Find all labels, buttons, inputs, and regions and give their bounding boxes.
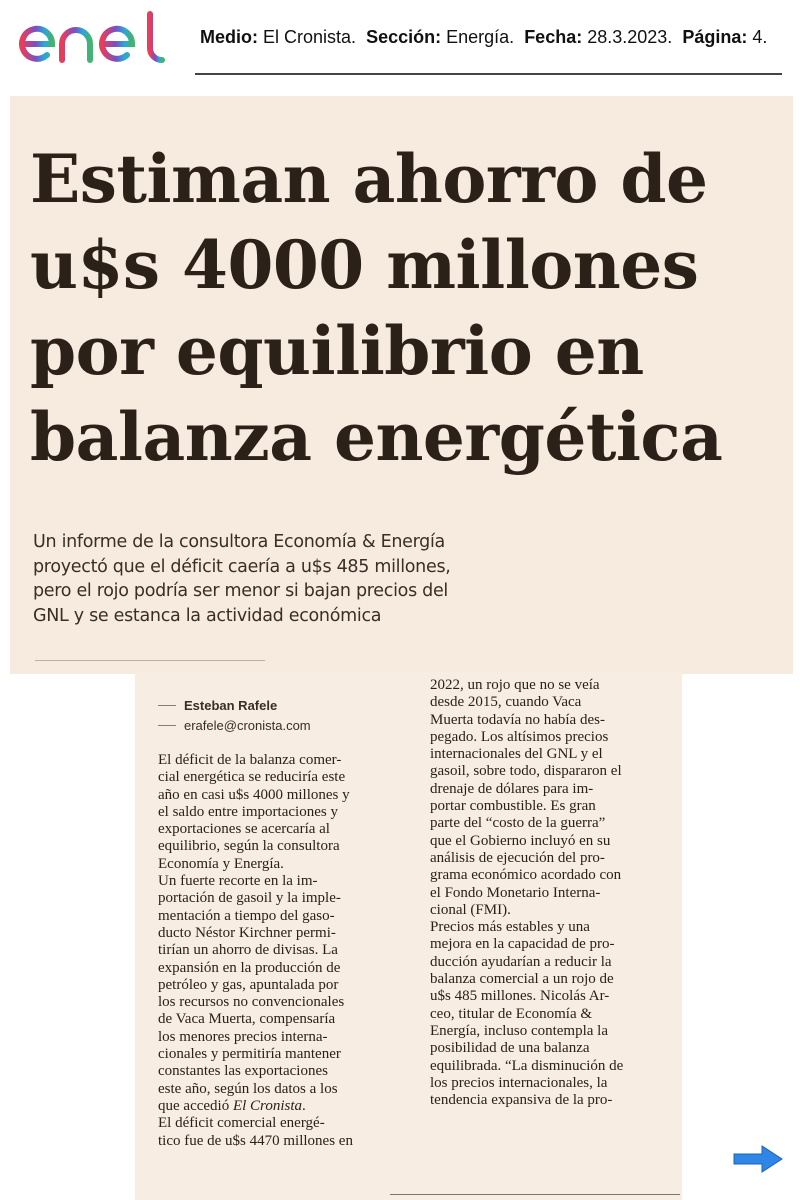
column-line: año en casi u$s 4000 millones y	[158, 786, 350, 803]
column-line: Economía y Energía.	[158, 855, 284, 872]
column-line: de Vaca Muerta, compensaría	[158, 1011, 336, 1028]
column-line: posibilidad de una balanza	[430, 1040, 590, 1057]
deck-line: Un informe de la consultora Economía & Energía	[33, 532, 445, 552]
author-name: Esteban Rafele	[184, 698, 278, 713]
byline-dash	[158, 725, 176, 726]
column-line: que el Gobierno incluyó en su	[430, 832, 611, 849]
column-line: petróleo y gas, apuntalada por	[158, 976, 339, 993]
column-line: drenaje de dólares para im-	[430, 780, 594, 797]
column-line: desde 2015, cuando Vaca	[430, 694, 582, 711]
header-divider	[195, 73, 782, 75]
column-line: ceo, titular de Economía &	[430, 1005, 593, 1022]
publication-name: El Cronista	[232, 1097, 303, 1114]
byline-dash	[158, 705, 176, 706]
column-line: los precios internacionales, la	[430, 1074, 608, 1091]
column-line: el Fondo Monetario Interna-	[430, 884, 601, 901]
author-email: erafele@cronista.com	[184, 718, 311, 733]
column-line: este año, según los datos a los	[158, 1080, 338, 1097]
column-line: grama económico acordado con	[430, 867, 622, 884]
column-line: los menores precios interna-	[158, 1028, 328, 1045]
medio-label: Medio:	[200, 27, 258, 47]
headline-line: balanza energética	[30, 398, 723, 476]
fecha-label: Fecha:	[524, 27, 583, 47]
article-deck	[33, 530, 473, 628]
headline-line: u$s 4000 millones	[30, 226, 699, 304]
column-line: u$s 485 millones. Nicolás Ar-	[430, 988, 610, 1005]
column-line: El déficit de la balanza comer-	[158, 752, 342, 768]
column-line: cional (FMI).	[430, 901, 511, 918]
enel-logo	[16, 8, 181, 68]
article-column-1	[158, 752, 390, 1150]
column-line: tirían un ahorro de divisas. La	[158, 942, 338, 959]
headline-line: Estiman ahorro de	[30, 140, 708, 218]
seccion-value: Energía.	[446, 27, 515, 47]
column-line: internacionales del GNL y el	[430, 746, 603, 763]
column-line: tico fue de u$s 4470 millones en	[158, 1132, 353, 1149]
arrow-right-icon[interactable]	[732, 1143, 784, 1175]
column-line: análisis de ejecución del pro-	[430, 849, 605, 866]
headline-line: por equilibrio en	[30, 312, 644, 390]
column-line: portación de gasoil y la imple-	[158, 890, 341, 907]
column-line: balanza comercial a un rojo de	[430, 971, 614, 988]
column-line: equilibrada. “La disminución de	[430, 1057, 624, 1074]
column-line: Muerta todavía no había des-	[430, 711, 605, 728]
column-line: mentación a tiempo del gaso-	[158, 907, 335, 924]
column-line: portar combustible. Es gran	[430, 798, 596, 815]
column-line: expansión en la producción de	[158, 959, 341, 976]
pagina-value: 4.	[752, 27, 768, 47]
article-headline	[30, 136, 730, 480]
column-line: El déficit comercial energé-	[158, 1115, 325, 1132]
fecha-value: 28.3.2023.	[587, 27, 673, 47]
column-line: exportaciones se acercaría al	[158, 821, 330, 838]
column-line: Energía, incluso contempla la	[430, 1022, 609, 1039]
column-line: mejora en la capacidad de pro-	[430, 936, 615, 953]
column-line: Un fuerte recorte en la im-	[158, 873, 318, 890]
deck-line: proyectó que el déficit caería a u$s 485 millones,	[33, 556, 451, 577]
column-line: los recursos no convencionales	[158, 994, 345, 1011]
column-line: el saldo entre importaciones y	[158, 803, 338, 820]
column-line: 2022, un rojo que no se veía	[430, 677, 600, 693]
pagina-label: Página:	[682, 27, 748, 47]
article-column-2	[430, 677, 670, 1109]
deck-divider	[35, 660, 265, 661]
column-line: pegado. Los altísimos precios	[430, 728, 609, 745]
column-line: cionales y permitiría mantener	[158, 1046, 341, 1063]
column-line: equilibrio, según la consultora	[158, 838, 340, 855]
column-line: constantes las exportaciones	[158, 1063, 328, 1080]
column-line: gasoil, sobre todo, dispararon el	[430, 763, 622, 780]
publication-meta	[200, 27, 767, 48]
deck-line: pero el rojo podría ser menor si bajan precios del	[33, 581, 448, 601]
column-line: Precios más estables y una	[430, 919, 590, 936]
column-line: tendencia expansiva de la pro-	[430, 1092, 613, 1109]
page-header	[0, 0, 800, 80]
column-line: ducción ayudarían a reducir la	[430, 953, 612, 970]
column-line: ducto Néstor Kirchner permi-	[158, 924, 336, 941]
column-line: que accedió El Cronista.	[158, 1097, 306, 1114]
column-line: cial energética se reduciría este	[158, 769, 346, 786]
deck-line: GNL y se estanca la actividad económica	[33, 605, 382, 626]
byline	[158, 697, 311, 737]
column-line: parte del “costo de la guerra”	[430, 815, 606, 832]
bottom-divider	[390, 1194, 680, 1195]
medio-value: El Cronista.	[263, 27, 357, 47]
seccion-label: Sección:	[366, 27, 442, 47]
